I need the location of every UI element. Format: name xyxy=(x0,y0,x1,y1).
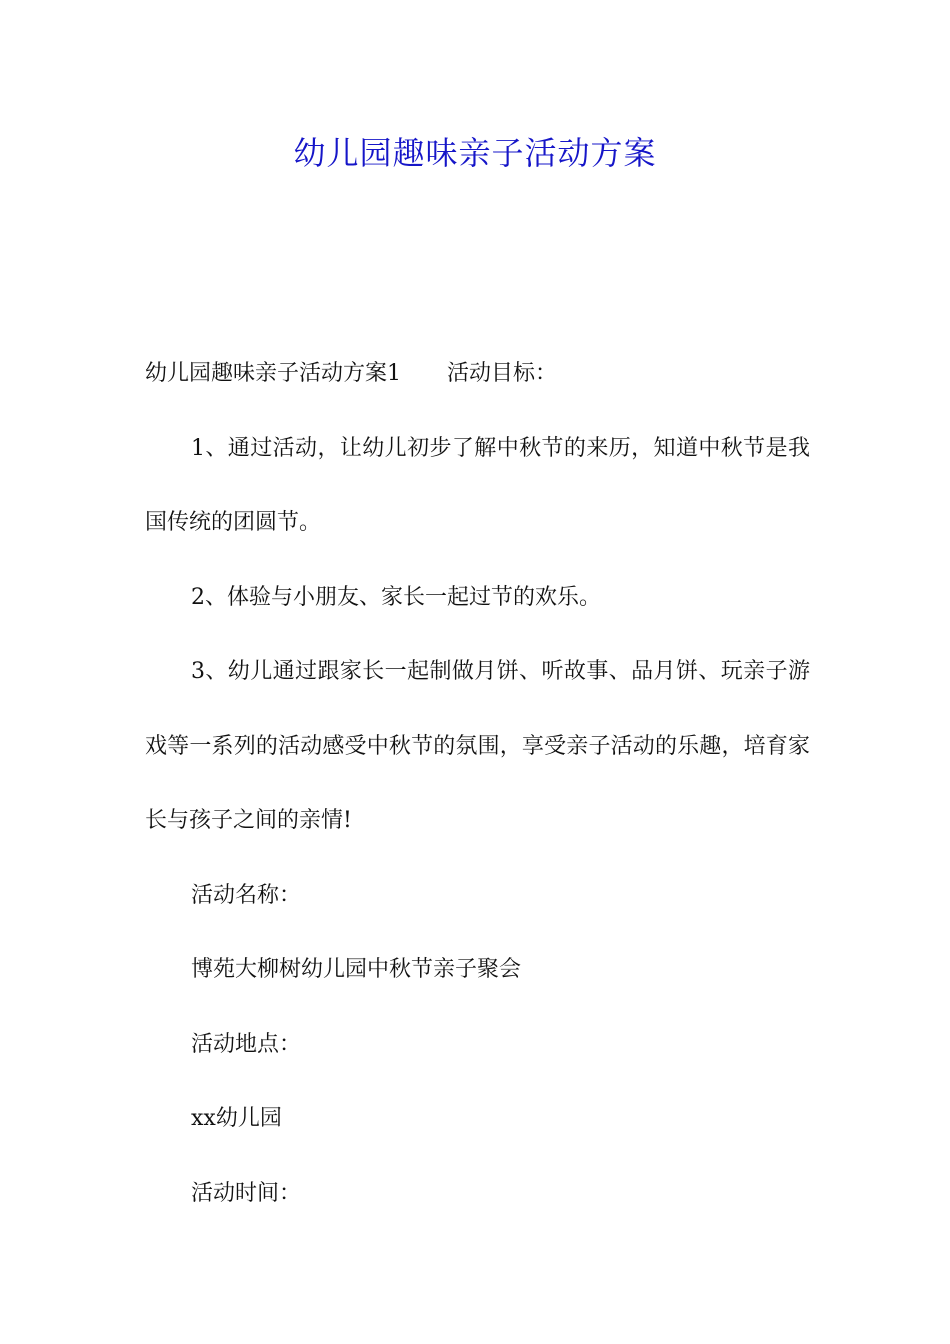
goal-item-2: 2、体验与小朋友、家长一起过节的欢乐。 xyxy=(191,584,601,610)
activity-name-value: 博苑大柳树幼儿园中秋节亲子聚会 xyxy=(191,957,522,982)
plan-heading: 幼儿园趣味亲子活动方案1 xyxy=(145,361,401,386)
goal-item-1: 1、通过活动，让幼儿初步了解中秋节的来历，知道中秋节是我国传统的团圆节。 xyxy=(145,435,810,535)
goal-item-3: 3、幼儿通过跟家长一起制做月饼、听故事、品月饼、玩亲子游戏等一系列的活动感受中秋节的氛围，享受亲子活动的乐趣，培育家长与孩子之间的亲情! xyxy=(145,659,810,833)
activity-time-label: 活动时间： xyxy=(191,1180,302,1206)
document-body xyxy=(145,337,810,1231)
intro-line xyxy=(145,337,810,412)
activity-name-label: 活动名称： xyxy=(191,882,302,908)
activity-place-label: 活动地点： xyxy=(191,1031,302,1057)
goal-label: 活动目标： xyxy=(447,361,558,386)
activity-place-value: xx幼儿园 xyxy=(191,1106,282,1131)
document-title: 幼儿园趣味亲子活动方案 xyxy=(293,134,657,172)
